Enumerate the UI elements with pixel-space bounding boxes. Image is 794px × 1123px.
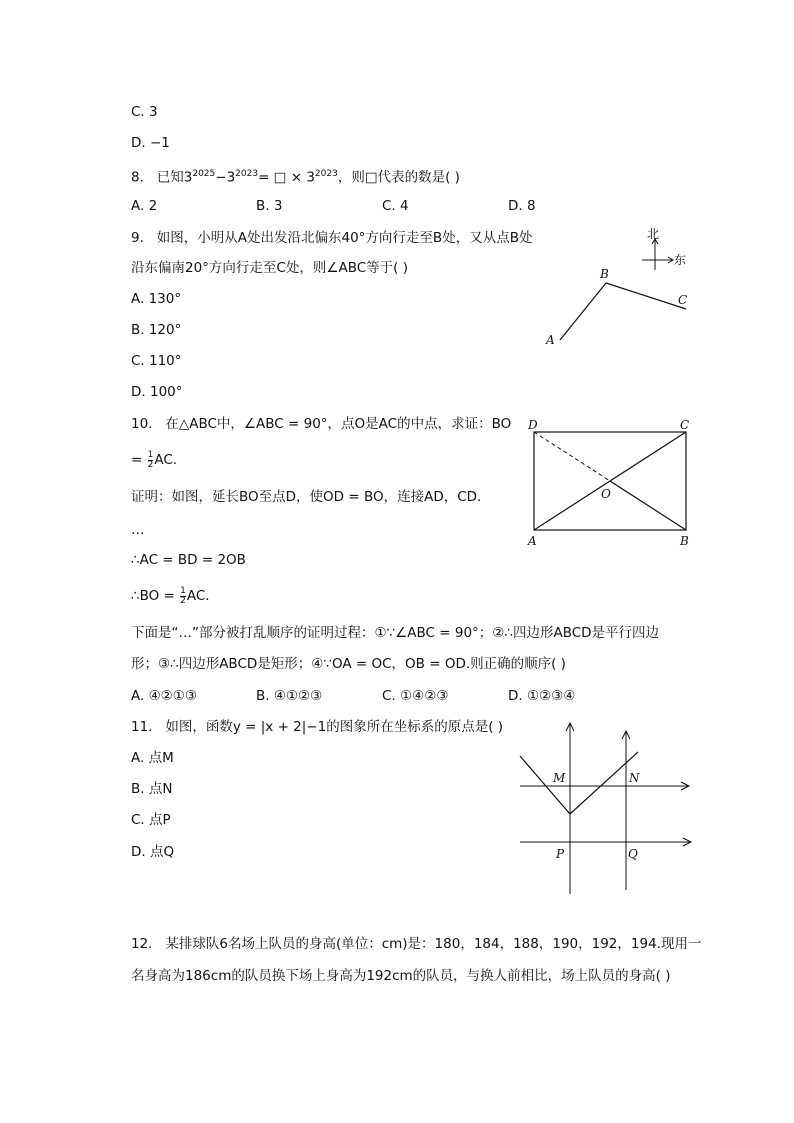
- q11-option-a: A. 点M: [131, 750, 174, 766]
- point-b-label: B: [600, 267, 609, 281]
- function-graph: [520, 752, 638, 814]
- question-number: 10.: [131, 416, 153, 432]
- q10-proof-line2: ∴AC = BD = 2OB: [131, 552, 246, 568]
- segment-bc: [606, 283, 686, 309]
- point-p-label: P: [556, 847, 565, 861]
- q9-option-d: D. 100°: [131, 384, 183, 400]
- q10-option-b: B. ④①②③: [256, 688, 323, 704]
- q10-stem-line1: [131, 414, 511, 434]
- q10-figure: [520, 414, 700, 550]
- q11-option-b: B. 点N: [131, 781, 173, 797]
- point-m-label: M: [553, 771, 566, 785]
- segment-ob: [610, 481, 686, 530]
- q10-stem-line3: 下面是“…”部分被打乱顺序的证明过程：①∵∠ABC = 90°；②∴四边形ABCD是平行四边: [131, 625, 660, 641]
- q11-figure: [510, 718, 700, 898]
- q10-proof-line1: 证明：如图，延长BO至点D，使OD = BO，连接AD，CD.: [131, 489, 482, 505]
- q8-minus: −3: [215, 169, 236, 186]
- q8-mid: = □ × 3: [258, 169, 315, 186]
- q8-stem-pre: 已知3: [156, 169, 193, 186]
- q11-option-c: C. 点P: [131, 812, 171, 828]
- q10-ellipsis: …: [131, 522, 145, 538]
- point-q-label: Q: [628, 847, 638, 861]
- fraction-den: 2: [147, 459, 154, 470]
- north-label: 北: [647, 227, 660, 241]
- q9-option-c: C. 110°: [131, 353, 182, 369]
- q9-text1: 如图，小明从A处出发沿北偏东40°方向行走至B处，又从点B处: [156, 230, 533, 246]
- q8-exp3: 2023: [314, 169, 338, 179]
- q10-eq: =: [131, 452, 143, 468]
- q8-option-a: A. 2: [131, 198, 158, 214]
- q11-text: 如图，函数y = |x + 2|−1的图象所在坐标系的原点是( ): [165, 719, 504, 735]
- point-d-label: D: [528, 418, 538, 432]
- question-number: 12.: [131, 936, 153, 952]
- fraction: [148, 451, 154, 470]
- q10-option-a: A. ④②①③: [131, 688, 197, 704]
- q8-exp1: 2025: [192, 169, 216, 179]
- q8-option-d: D. 8: [508, 198, 536, 214]
- q9-option-a: A. 130°: [131, 291, 182, 307]
- segment-do-dashed: [534, 432, 610, 481]
- fraction-num: 1: [180, 585, 186, 596]
- point-c-label: C: [680, 418, 690, 432]
- q10-proof-line3: [131, 586, 210, 606]
- point-a-label: A: [528, 534, 537, 548]
- question-number: 8.: [131, 169, 144, 186]
- q12-stem-line1: [131, 934, 701, 954]
- q12-text1: 某排球队6名场上队员的身高(单位：cm)是：180，184，188，190，192，194.现用一: [165, 936, 702, 952]
- q8-stem: [131, 164, 460, 188]
- q10-ac2: AC.: [186, 588, 210, 604]
- q9-option-b: B. 120°: [131, 322, 182, 338]
- point-o-label: O: [601, 487, 611, 501]
- q9-figure: [530, 220, 710, 355]
- q8-option-c: C. 4: [382, 198, 409, 214]
- point-n-label: N: [629, 771, 640, 785]
- point-a-label: A: [546, 333, 555, 347]
- question-number: 9.: [131, 230, 144, 246]
- q10-stem-line2: [131, 450, 177, 470]
- segment-ab: [560, 283, 606, 340]
- q9-stem-line2: 沿东偏南20°方向行走至C处，则∠ABC等于( ): [131, 260, 408, 276]
- q7-option-d: D. −1: [131, 135, 170, 151]
- q11-stem: [131, 717, 503, 737]
- point-c-label: C: [678, 293, 688, 307]
- east-label: 东: [674, 253, 687, 267]
- question-number: 11.: [131, 719, 153, 735]
- fraction-den: 2: [180, 595, 186, 606]
- fraction: [180, 587, 186, 606]
- q11-option-d: D. 点Q: [131, 844, 175, 860]
- q10-bo-eq: ∴BO =: [131, 588, 175, 604]
- q10-option-d: D. ①②③④: [508, 688, 576, 704]
- q10-stem-line4: 形；③∴四边形ABCD是矩形；④∵OA = OC，OB = OD.则正确的顺序( ): [131, 656, 566, 672]
- point-b-label: B: [680, 534, 689, 548]
- q8-stem-post: ，则□代表的数是( ): [337, 169, 460, 186]
- q12-stem-line2: 名身高为186cm的队员换下场上身高为192cm的队员，与换人前相比，场上队员的身高( ): [131, 968, 671, 984]
- q10-ac: AC.: [154, 452, 178, 468]
- q10-option-c: C. ①④②③: [382, 688, 449, 704]
- q8-option-b: B. 3: [256, 198, 283, 214]
- q8-exp2: 2023: [235, 169, 259, 179]
- q10-text1: 在△ABC中，∠ABC = 90°，点O是AC的中点，求证：BO: [165, 416, 512, 432]
- q7-option-c: C. 3: [131, 104, 158, 120]
- fraction-num: 1: [147, 449, 154, 460]
- q9-stem-line1: [131, 228, 532, 248]
